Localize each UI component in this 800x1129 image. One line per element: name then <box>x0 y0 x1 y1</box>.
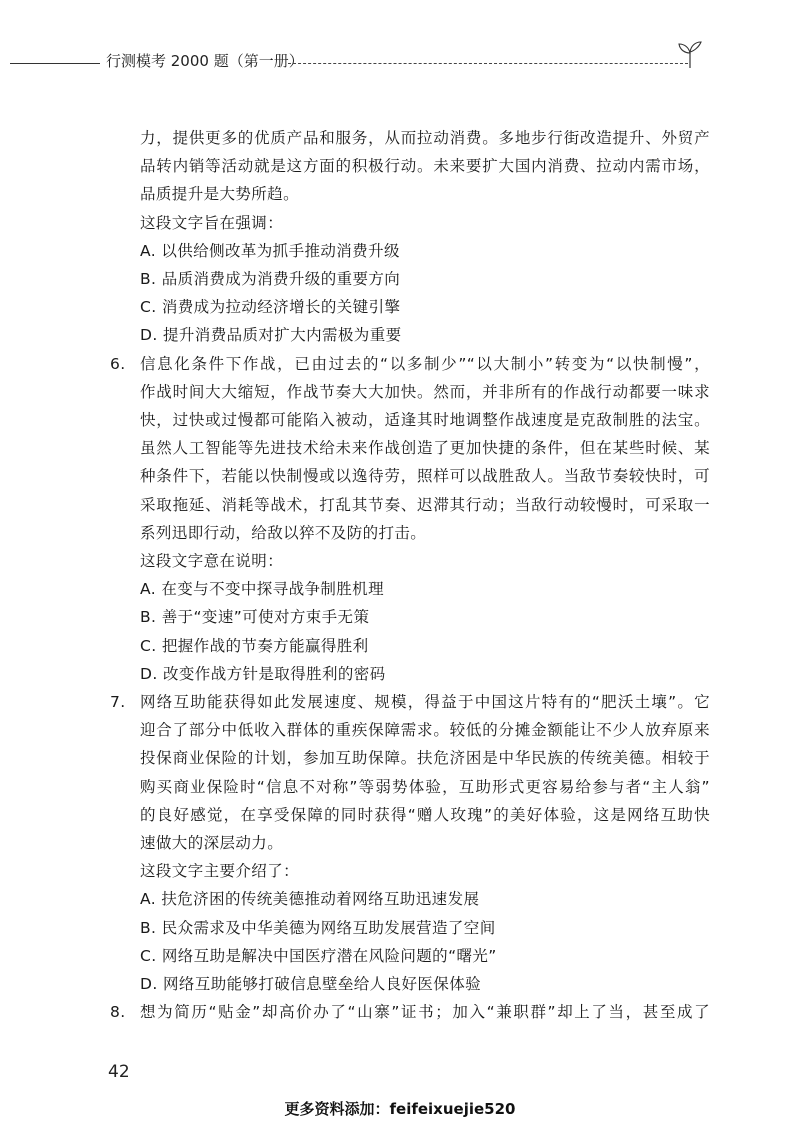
passage-line: 速做大的深层动力。 <box>140 834 284 853</box>
option-b: B. 善于“变速”可使对方束手无策 <box>140 608 370 627</box>
option-c: C. 网络互助是解决中国医疗潜在风险问题的“曙光” <box>140 946 497 965</box>
passage-line: 系列迅即行动，给敌以猝不及防的打击。 <box>140 523 427 542</box>
question-8 <box>110 998 710 1026</box>
question-number: 7. <box>110 693 126 712</box>
passage-line: 作战时间大大缩短，作战节奏大大加快。然而，并非所有的作战行动都要一味求 <box>140 382 710 401</box>
question-number: 8. <box>110 1003 126 1022</box>
passage-line: 购买商业保险时“信息不对称”等弱势体验，互助形式更容易给参与者“主人翁” <box>140 777 710 796</box>
passage-line: 信息化条件下作战，已由过去的“以多制少”“以大制小”转变为“以快制慢”， <box>140 354 710 373</box>
passage-line: 品质提升是大势所趋。 <box>140 185 300 204</box>
passage-line: 快，过快或过慢都可能陷入被动，适逢其时地调整作战速度是克敌制胜的法宝。 <box>140 411 710 430</box>
passage-line: 想为简历“贴金”却高价办了“山寨”证书；加入“兼职群”却上了当，甚至成了 <box>140 1003 710 1022</box>
sprout-icon <box>676 40 704 70</box>
passage-line: 投保商业保险的计划，参加互助保障。扶危济困是中华民族的传统美德。相较于 <box>140 749 710 768</box>
question-6 <box>110 350 710 547</box>
question-prompt: 这段文字意在说明： <box>140 552 284 571</box>
passage-line: 虽然人工智能等先进技术给未来作战创造了更加快捷的条件，但在某些时候、某 <box>140 439 710 458</box>
running-header <box>0 46 800 78</box>
header-rule-left <box>10 63 100 64</box>
option-d: D. 网络互助能够打破信息壁垒给人良好医保体验 <box>140 975 481 994</box>
option-c: C. 把握作战的节奏方能赢得胜利 <box>140 636 369 655</box>
passage-line: 种条件下，若能以快制慢或以逸待劳，照样可以战胜敌人。当敌节奏较快时，可 <box>140 467 710 486</box>
passage-line: 采取拖延、消耗等战术，打乱其节奏、迟滞其行动；当敌行动较慢时，可采取一 <box>140 495 710 514</box>
option-a: A. 扶危济困的传统美德推动着网络互助迅速发展 <box>140 890 480 909</box>
passage-line: 迎合了部分中低收入群体的重疾保障需求。较低的分摊金额能让不少人放弃原来 <box>140 721 710 740</box>
passage-line: 品转内销等活动就是这方面的积极行动。未来要扩大国内消费、拉动内需市场， <box>140 157 710 176</box>
option-c: C. 消费成为拉动经济增长的关键引擎 <box>140 298 401 317</box>
option-d: D. 提升消费品质对扩大内需极为重要 <box>140 326 402 345</box>
passage-line: 网络互助能获得如此发展速度、规模，得益于中国这片特有的“肥沃土壤”。它 <box>140 693 710 712</box>
passage-line: 的良好感觉，在享受保障的同时获得“赠人玫瑰”的美好体验，这是网络互助快 <box>140 805 710 824</box>
passage-line: 力，提供更多的优质产品和服务，从而拉动消费。多地步行街改造提升、外贸产 <box>140 129 710 147</box>
footer-note: 更多资料添加：feifeixuejie520 <box>284 1100 516 1118</box>
option-b: B. 民众需求及中华美德为网络互助发展营造了空间 <box>140 918 496 937</box>
header-title: 行测模考 2000 题（第一册） <box>106 52 304 70</box>
page-number: 42 <box>108 1062 130 1082</box>
question-prompt: 这段文字旨在强调： <box>140 213 284 232</box>
option-a: A. 在变与不变中探寻战争制胜机理 <box>140 580 384 599</box>
header-rule-right <box>288 63 688 64</box>
passage-5-tail <box>110 124 710 209</box>
question-number: 6. <box>110 354 126 373</box>
option-b: B. 品质消费成为消费升级的重要方向 <box>140 270 401 289</box>
option-a: A. 以供给侧改革为抓手推动消费升级 <box>140 241 400 260</box>
question-7 <box>110 688 710 857</box>
question-prompt: 这段文字主要介绍了： <box>140 862 300 881</box>
page-content <box>110 124 710 1027</box>
option-d: D. 改变作战方针是取得胜利的密码 <box>140 664 386 683</box>
